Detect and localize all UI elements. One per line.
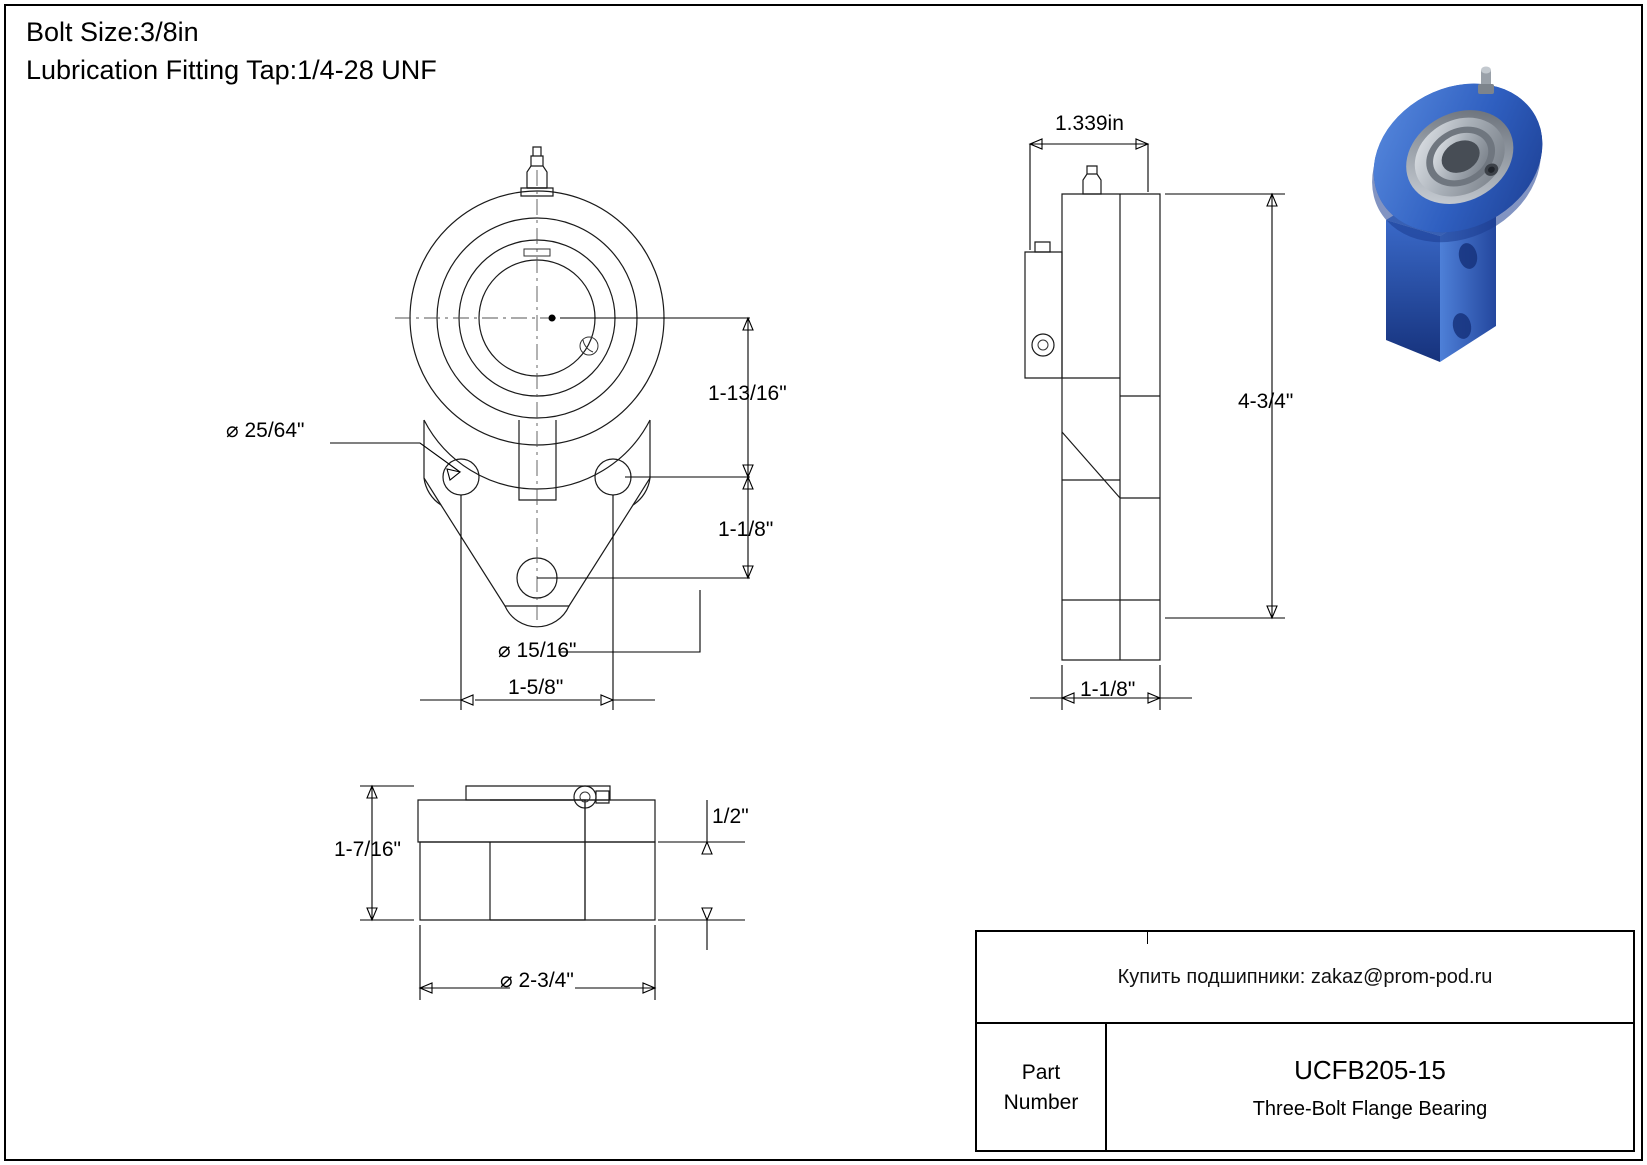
contact-text: Купить подшипники: zakaz@prom-pod.ru — [1117, 965, 1493, 988]
title-block — [975, 930, 1635, 1152]
dim-flange-step: 1/2" — [712, 805, 749, 828]
part-description: Three-Bolt Flange Bearing — [1252, 1098, 1488, 1120]
dim-bore-dia: ⌀ 15/16" — [498, 639, 577, 662]
dim-base-thickness: 1-1/8" — [1080, 678, 1136, 701]
dim-overall-height: 4-3/4" — [1238, 390, 1294, 413]
dim-bolt-spacing-width: 1-5/8" — [508, 676, 564, 699]
part-number-label — [977, 1024, 1107, 1152]
part-number-value: UCFB205-15 — [1294, 1055, 1446, 1085]
dim-outer-dia: ⌀ 2-3/4" — [500, 969, 574, 992]
front-view — [330, 147, 753, 710]
note-bolt-size: Bolt Size:3/8in — [26, 17, 199, 47]
title-block-part-row — [977, 1024, 1633, 1152]
side-view — [1025, 139, 1285, 710]
part-number-value-cell — [1107, 1024, 1633, 1152]
note-lubrication-fitting-tap: Lubrication Fitting Tap:1/4-28 UNF — [26, 55, 437, 85]
dim-bolt-hole-dia: ⌀ 25/64" — [226, 419, 305, 442]
part-label-line2: Number — [1003, 1091, 1079, 1114]
bearing-3d-render — [1290, 40, 1620, 370]
dim-overall-depth: 1-7/16" — [334, 838, 401, 861]
dim-center-to-side-bolt: 1-13/16" — [708, 382, 787, 405]
dim-housing-thickness: 1.339in — [1055, 112, 1124, 135]
dim-side-bolt-to-bottom-bolt: 1-1/8" — [718, 518, 774, 541]
part-label-line1: Part — [1021, 1061, 1061, 1084]
title-block-contact-row — [977, 932, 1633, 1024]
